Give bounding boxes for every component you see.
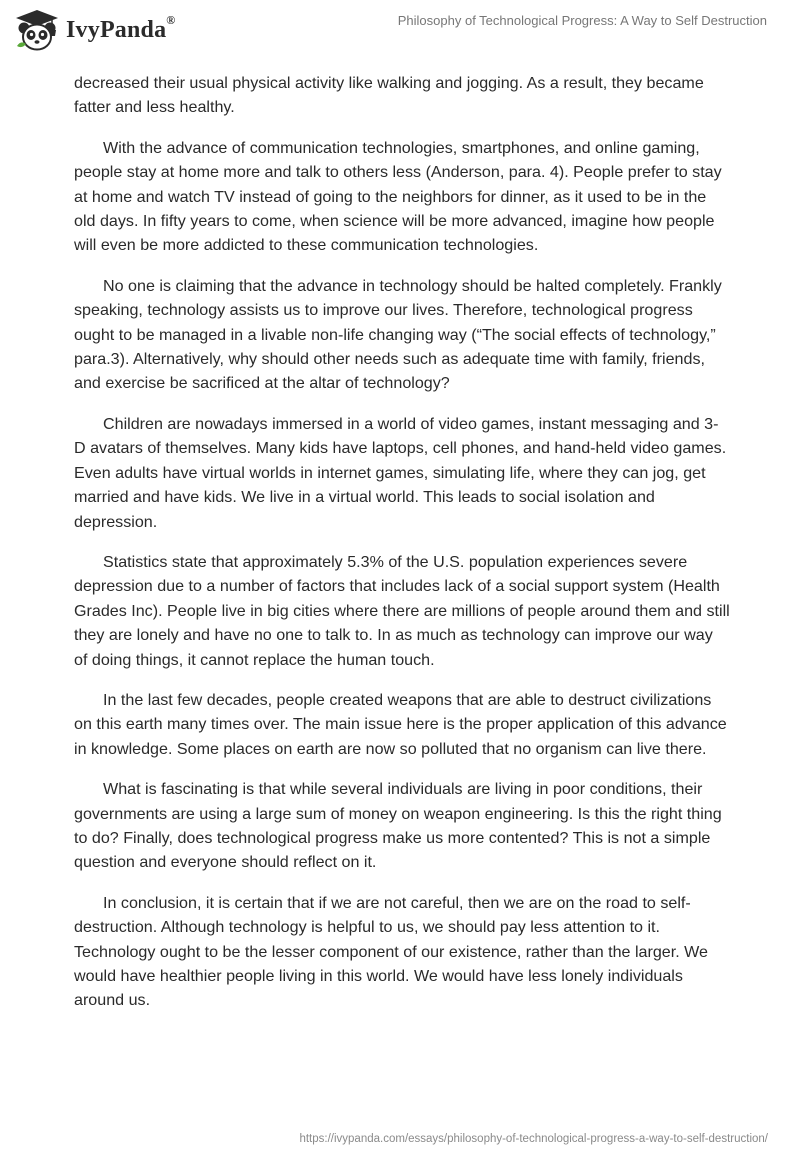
source-url[interactable]: https://ivypanda.com/essays/philosophy-of-technological-progress-a-way-to-self-destruction/	[299, 1133, 768, 1145]
paragraph: Children are nowadays immersed in a world of video games, instant messaging and 3-D avatars of themselves. Many kids have laptops, cell phones, and hand-held video games. Even adults have virtual worlds in internet games, simulating life, where they can jog, get married and have kids. We live in a virtual world. This leads to social isolation and depression.	[74, 414, 727, 531]
paragraph: In conclusion, it is certain that if we are not careful, then we are on the road to self-destruction. Although technology is helpful to us, we should pay less attention to it. Technology ought to be the lesser component of our existence, rather than the larger. We would have healthier people living in this world. We would have less lonely individuals around us.	[74, 893, 709, 1010]
essay-body	[74, 71, 730, 1029]
paragraph: No one is claiming that the advance in technology should be halted completely. Frankly speaking, technology assists us to improve our lives. Therefore, technological progress ought to be managed in a livable non-life changing way (“The social effects of technology,” para.3). Alternatively, why should other needs such as adequate time with family, friends, and exercise be sacrificed at the altar of technology?	[74, 276, 722, 393]
brand-name: IvyPanda®	[66, 12, 176, 43]
paragraph: In the last few decades, people created weapons that are able to destruct civilizations on this earth many times over. The main issue here is the proper application of this advance in knowledge. Some places on earth are now so polluted that no organism can live there.	[74, 690, 727, 758]
paragraph: Statistics state that approximately 5.3% of the U.S. population experiences severe depression due to a number of factors that includes lack of a social support system (Health Grades Inc). People live in big cities where there are millions of people around them and still they are lonely and have no one to talk to. In as much as technology can improve our way of doing things, it cannot replace the human touch.	[74, 552, 730, 669]
paragraph: decreased their usual physical activity like walking and jogging. As a result, they became fatter and less healthy.	[74, 74, 704, 117]
panda-graduate-icon	[14, 8, 60, 52]
page-header	[0, 0, 800, 64]
brand-logo[interactable]	[14, 8, 175, 52]
document-title: Philosophy of Technological Progress: A Way to Self Destruction	[397, 13, 767, 28]
paragraph: With the advance of communication technologies, smartphones, and online gaming, people stay at home more and talk to others less (Anderson, para. 4). People prefer to stay at home and watch TV instead of going to the neighbors for dinner, as it used to be in the old days. In fifty years to come, when science will be more advanced, imagine how people will even be more addicted to these communication technologies.	[74, 138, 722, 255]
paragraph: What is fascinating is that while several individuals are living in poor conditions, their governments are using a large sum of money on weapon engineering. Is this the right thing to do? Finally, does technological progress make us more contented? This is not a simple question and everyone should reflect on it.	[74, 780, 722, 872]
